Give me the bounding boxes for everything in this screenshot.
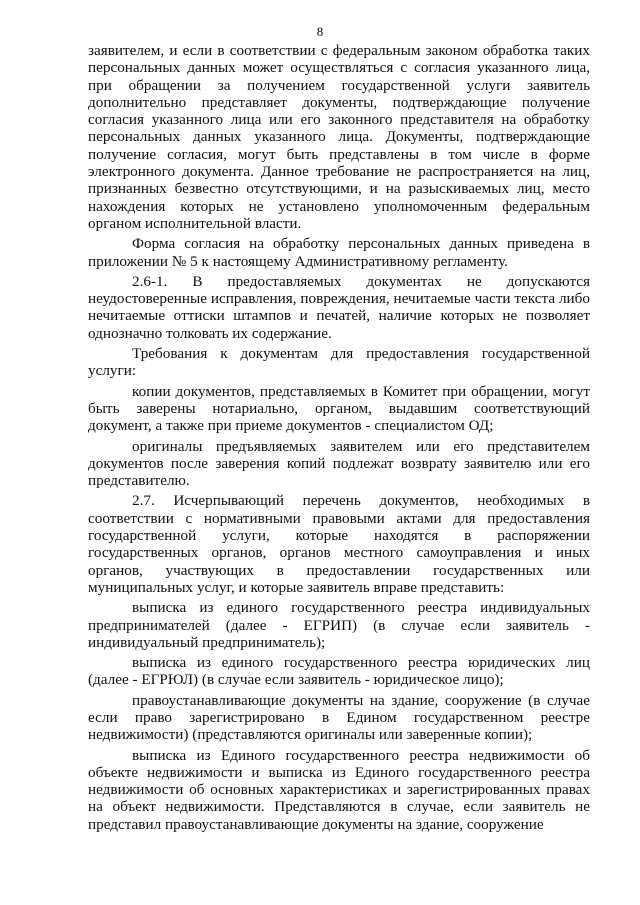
paragraph: оригиналы предъявляемых заявителем или его представителем документов после заверения копий подлежат возврату заявителю или его представителю. — [88, 437, 590, 490]
paragraph: 2.7. Исчерпывающий перечень документов, необходимых в соответствии с нормативными правовыми актами для предоставления государственной услуги, которые находятся в распоряжении государственных органов, органов местного самоуправления и иных органов, участвующих в предоставлении государственных или муниципальных услуг, и которые заявитель вправе представить: — [88, 492, 590, 596]
paragraph: выписка из единого государственного реестра индивидуальных предпринимателей (далее - ЕГРИП) (в случае если заявитель - индивидуальный предприниматель); — [88, 599, 590, 651]
document-body — [88, 42, 590, 833]
paragraph: заявителем, и если в соответствии с федеральным законом обработка таких персональных данных может осуществляться с согласия указанного лица, при обращении за получением государственной услуги заявитель дополнительно представляет документы, подтверждающие получение согласия указанного лица или его законного представителя на обработку персональных данных указанного лица. Документы, подтверждающие получение согласия, могут быть представлены в том числе в форме электронного документа. Данное требование не распространяется на лиц, признанных безвестно отсутствующими, и на разыскиваемых лиц, место нахождения которых не установлено уполномоченным федеральным органом исполнительной власти. — [88, 42, 590, 232]
paragraph: Форма согласия на обработку персональных данных приведена в приложении № 5 к настоящему Административному регламенту. — [88, 235, 590, 270]
paragraph: Требования к документам для предоставления государственной услуги: — [88, 345, 590, 380]
paragraph: копии документов, представляемых в Комитет при обращении, могут быть заверены нотариально, органом, выдавшим соответствующий документ, а также при приеме документов - специалистом ОД; — [88, 382, 590, 435]
page-number: 8 — [316, 24, 324, 39]
paragraph: выписка из Единого государственного реестра недвижимости об объекте недвижимости и выписка из Единого государственного реестра недвижимости об основных характеристиках и зарегистрированных правах на объект недвижимости. Представляются в случае, если заявитель не представил правоустанавливающие документы на здание, сооружение — [88, 746, 590, 833]
paragraph: правоустанавливающие документы на здание, сооружение (в случае если право зарегистрировано в Едином государственном реестре недвижимости) (представляются оригиналы или заверенные копии); — [88, 691, 590, 744]
paragraph: выписка из единого государственного реестра юридических лиц (далее - ЕГРЮЛ) (в случае если заявитель - юридическое лицо); — [88, 654, 590, 689]
paragraph: 2.6-1. В предоставляемых документах не допускаются неудостоверенные исправления, повреждения, нечитаемые части текста либо нечитаемые оттиски штампов и печатей, наличие которых не позволяет однозначно толковать их содержание. — [88, 272, 590, 342]
